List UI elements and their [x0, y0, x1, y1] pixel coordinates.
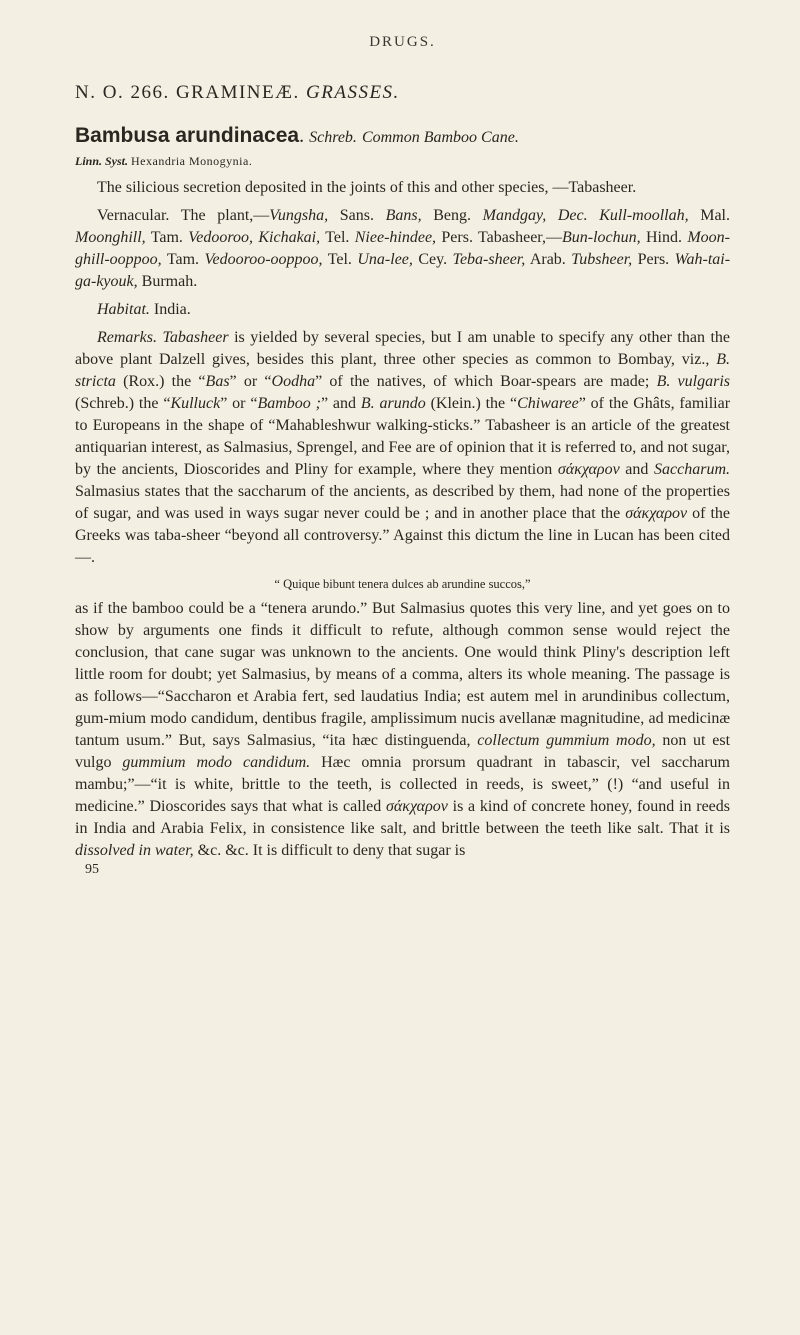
- intro-paragraph: The silicious secretion deposited in the joints of this and other species, —Tabasheer.: [97, 179, 637, 196]
- entry-title: Bambusa arundinacea. Schreb. Common Bamboo Cane.: [75, 124, 519, 147]
- section-heading: [75, 82, 730, 104]
- linn-class: Hexandria Monogynia.: [131, 154, 253, 168]
- linnaean-classification: [75, 154, 730, 169]
- species-name: Bambusa arundinacea: [75, 124, 300, 147]
- order-name: GRAMINEÆ.: [175, 82, 300, 103]
- continuation-paragraph: as if the bamboo could be a “tenera arundo.” But Salmasius quotes this very line, and yet goes on to show by arguments one finds it difficult to refute, although common sense would reject the conclusion, that cane sugar was unknown to the ancients. One would think Pliny's description left little room for doubt; yet Salmasius, by means of a comma, alters its whole meaning. The passage is as follows—“Saccharon et Arabia fert, sed laudatius India; est autem mel in arundinibus collectum, gum-mium modo candidum, dentibus fragile, amplissimum nucis avellanæ magnitudine, ad medicinæ tantum usum.” But, says Salmasius, “ita hæc distinguenda, collectum gummium modo, non ut est vulgo gummium modo candidum. Hæc omnia prorsum quadrant in tabascir, vel saccharum mambu;”—“it is white, brittle to the teeth, is collected in reeds, is sweet,” (!) “and useful in medicine.” Dioscorides says that what is called σάκχαρον is a kind of concrete honey, found in reeds in India and Arabia Felix, in consistence like salt, and brittle between the teeth like salt. That it is dissolved in water, &c. &c. It is difficult to deny that sugar is: [75, 600, 731, 859]
- order-number: N. O. 266.: [75, 82, 170, 103]
- linn-label: Linn. Syst.: [75, 154, 129, 168]
- page-number: 95: [85, 862, 99, 877]
- vernacular-paragraph: Vernacular. The plant,—Vungsha, Sans. Bans, Beng. Mandgay, Dec. Kull-moollah, Mal. Moonghill, Tam. Vedooroo, Kichakai, Tel. Niee-hindee, Pers. Tabasheer,—Bun-lochun, Hind. Moon-ghill-ooppoo, Tam. Vedooroo-ooppoo, Tel. Una-lee, Cey. Teba-sheer, Arab. Tubsheer, Pers. Wah-tai-ga-kyouk, Burmah.: [75, 207, 731, 290]
- lucan-quotation: “ Quique bibunt tenera dulces ab arundine succos,”: [274, 577, 531, 591]
- habitat-paragraph: Habitat. India.: [97, 301, 191, 318]
- species-author: Schreb.: [309, 129, 357, 146]
- running-head: DRUGS.: [369, 34, 436, 50]
- remarks-paragraph: Remarks. Tabasheer is yielded by several species, but I am unable to specify any other than the above plant Dalzell gives, besides this plant, three other species as common to Bombay, viz., B. stricta (Rox.) the “Bas” or “Oodha” of the natives, of which Boar-spears are made; B. vulgaris (Schreb.) the “Kulluck” or “Bamboo ;” and B. arundo (Klein.) the “Chiwaree” of the Ghâts, familiar to Europeans in the shape of “Mahableshwur walking-sticks.” Tabasheer is an article of the greatest antiquarian interest, as Salmasius, Sprengel, and Fee are of opinion that it is referred to, and not sugar, by the ancients, Dioscorides and Pliny for example, where they mention σάκχαρον and Saccharum. Salmasius states that the saccharum of the ancients, as described by them, had none of the properties of sugar, and was used in ways sugar never could be ; and in another place that the σάκχαρον of the Greeks was taba-sheer “beyond all controversy.” Against this dictum the line in Lucan has been cited—.: [75, 329, 731, 566]
- species-common-name: Common Bamboo Cane.: [361, 129, 519, 146]
- order-common-name: GRASSES.: [306, 82, 400, 103]
